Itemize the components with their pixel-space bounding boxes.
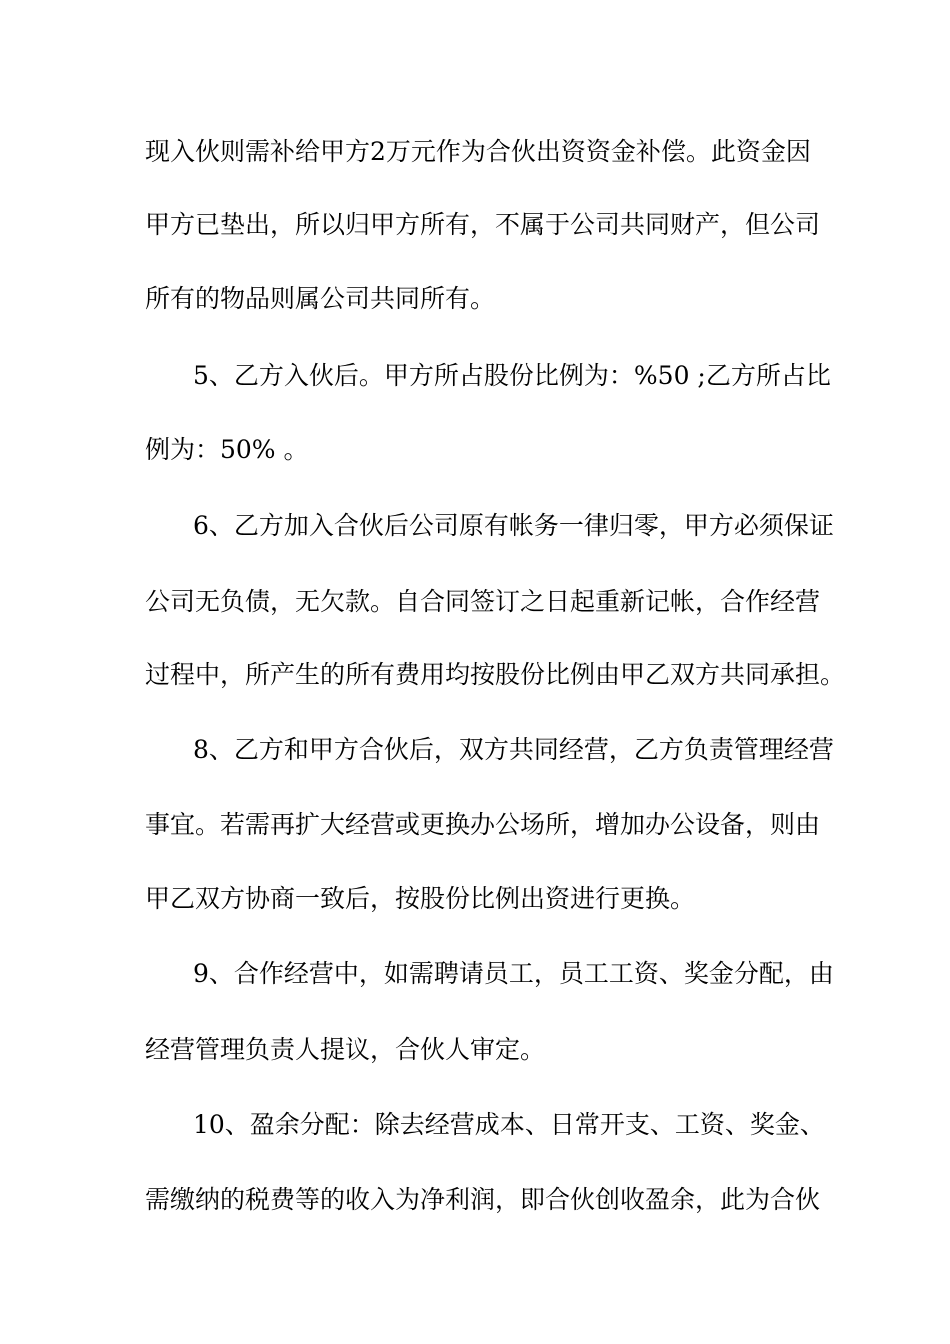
text-line: 所有的物品则属公司共同所有。 [145,284,496,313]
text-line: 甲方已垫出，所以归甲方所有，不属于公司共同财产，但公司 [145,210,821,239]
paragraph-9-first-line: 9、合作经营中，如需聘请员工，员工工资、奖金分配，由 [193,959,834,988]
text-line: 例为：50% 。 [145,435,309,464]
text-line: 甲乙双方协商一致后，按股份比例出资进行更换。 [145,884,696,913]
paragraph-5-first-line: 5、乙方入伙后。甲方所占股份比例为：%50 ;乙方所占比 [193,361,831,390]
text-line: 需缴纳的税费等的收入为净利润，即合伙创收盈余，此为合伙 [145,1185,821,1214]
paragraph-8-first-line: 8、乙方和甲方合伙后，双方共同经营，乙方负责管理经营 [193,735,834,764]
text-line: 过程中，所产生的所有费用均按股份比例由甲乙双方共同承担。 [145,660,846,689]
text-line: 现入伙则需补给甲方2万元作为合伙出资资金补偿。此资金因 [145,137,811,166]
text-line: 经营管理负责人提议，合伙人审定。 [145,1035,546,1064]
text-line: 公司无负债，无欠款。自合同签订之日起重新记帐，合作经营 [145,587,821,616]
text-line: 事宜。若需再扩大经营或更换办公场所，增加办公设备，则由 [145,810,821,839]
paragraph-10-first-line: 10、盈余分配：除去经营成本、日常开支、工资、奖金、 [193,1110,825,1139]
paragraph-6-first-line: 6、乙方加入合伙后公司原有帐务一律归零，甲方必须保证 [193,511,834,540]
